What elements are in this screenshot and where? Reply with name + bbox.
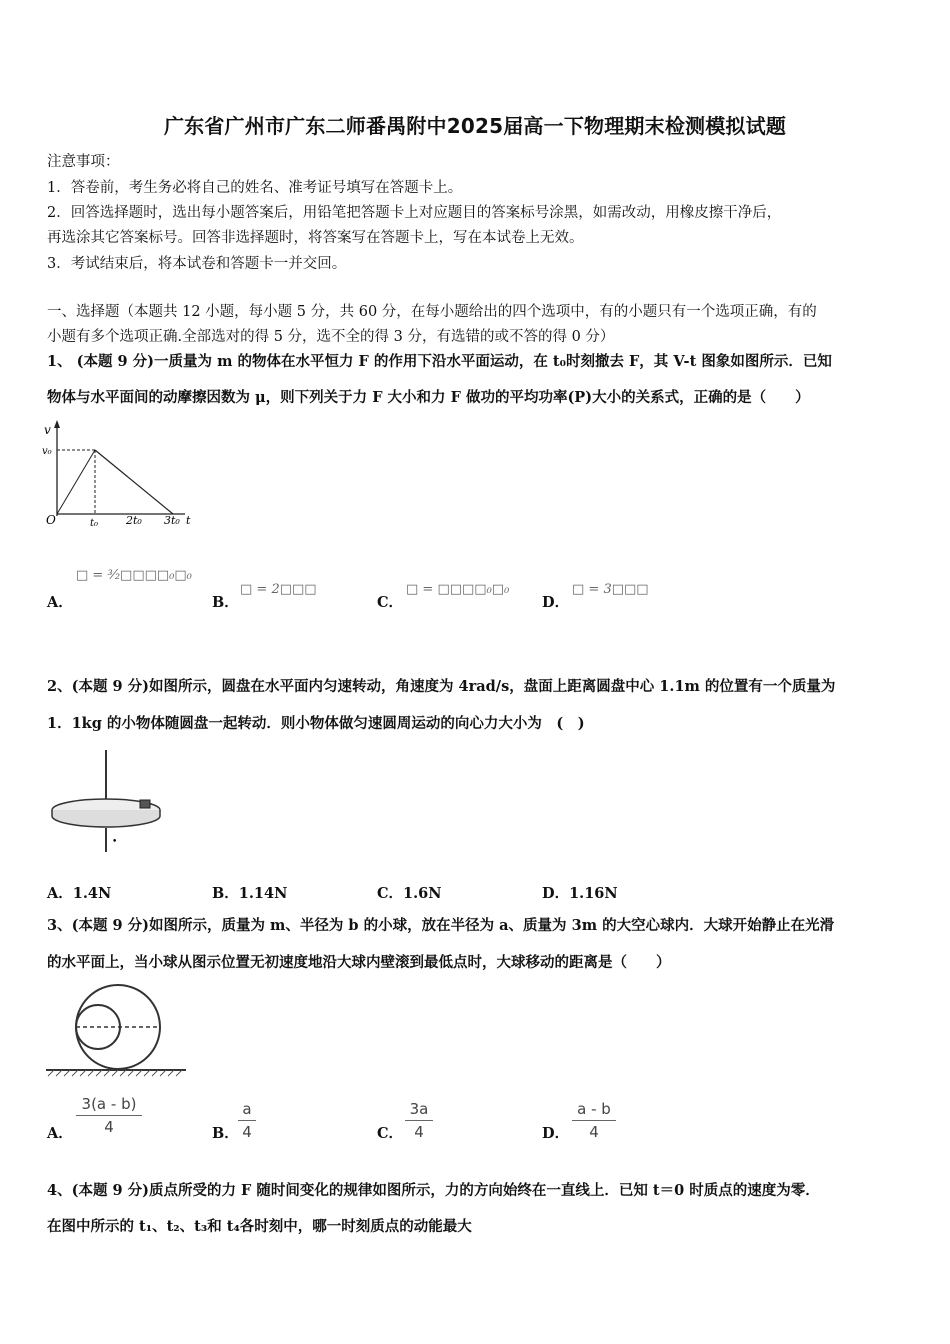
- q3-option-b-label[interactable]: B．: [212, 1125, 239, 1142]
- rotation-mark: •: [112, 837, 118, 847]
- origin-label: O: [46, 513, 56, 527]
- notice-item: 2．回答选择题时，选出每小题答案后，用铅笔把答题卡上对应题目的答案标号涂黑，如需改动，用橡皮擦干净后，: [47, 205, 782, 221]
- denominator: 4: [414, 1123, 424, 1141]
- q3-option-d-label[interactable]: D．: [542, 1125, 570, 1142]
- denominator: 4: [242, 1123, 252, 1141]
- section-heading-cont: 小题有多个选项正确.全部选对的得 5 分，选不全的得 3 分，有选错的或不答的得 0 分）: [47, 329, 615, 345]
- numerator: a - b: [577, 1100, 611, 1118]
- v0-label: v₀: [42, 446, 52, 457]
- notice-item: 3．考试结束后，将本试卷和答题卡一并交回。: [47, 256, 347, 272]
- numerator: 3a: [409, 1100, 429, 1118]
- q1-vt-graph: [40, 418, 200, 530]
- disk-rim: [52, 810, 160, 827]
- decel-segment: [95, 450, 173, 514]
- page-title: 广东省广州市广东二师番禺附中2025届高一下物理期末检测模拟试题: [163, 114, 787, 138]
- q2-option-a[interactable]: A．1.4N: [47, 885, 112, 902]
- q2-option-b[interactable]: B．1.14N: [212, 885, 288, 902]
- t2-label: 2t₀: [126, 514, 142, 527]
- v-axis-arrow: [54, 420, 60, 428]
- q4-stem: 4、(本题 9 分)质点所受的力 F 随时间变化的规律如图所示，力的方向始终在一直线上．已知 t＝0 时质点的速度为零．: [47, 1182, 820, 1199]
- t-label: t: [186, 514, 191, 527]
- section-heading: 一、选择题（本题共 12 小题，每小题 5 分，共 60 分，在每小题给出的四个选项中，有的小题只有一个选项正确，有的: [47, 304, 817, 320]
- q1-option-a-label[interactable]: A．: [47, 594, 73, 611]
- q3-option-a-label[interactable]: A．: [47, 1125, 73, 1142]
- q3-stem-cont: 的水平面上，当小球从图示位置无初速度地沿大球内壁滚到最低点时，大球移动的距离是（ ）: [47, 954, 671, 971]
- denominator: 4: [104, 1118, 114, 1136]
- q2-stem: 2、(本题 9 分)如图所示，圆盘在水平面内匀速转动，角速度为 4rad/s，盘面上距离圆盘中心 1.1m 的位置有一个质量为: [47, 678, 836, 695]
- q1-option-d-formula: □ = 3□□□: [572, 582, 649, 597]
- q1-option-a-formula: □ = ³⁄₂□□□□₀□₀: [76, 568, 192, 583]
- q1-option-d-label[interactable]: D．: [542, 594, 570, 611]
- q3-option-c-label[interactable]: C．: [377, 1125, 404, 1142]
- v-label: v: [44, 423, 51, 437]
- q1-option-c-label[interactable]: C．: [377, 594, 404, 611]
- q3-option-d-fraction: [572, 1100, 616, 1141]
- q3-option-c-fraction: [405, 1100, 433, 1141]
- numerator: a: [242, 1100, 252, 1118]
- small-object: [140, 800, 150, 808]
- q1-option-b-formula: □ = 2□□□: [240, 582, 317, 597]
- q3-sphere-figure: [46, 982, 188, 1080]
- accel-segment: [57, 450, 95, 514]
- q3-stem: 3、(本题 9 分)如图所示，质量为 m、半径为 b 的小球，放在半径为 a、质量为 3m 的大空心球内．大球开始静止在光滑: [47, 917, 835, 934]
- notice-heading: 注意事项：: [47, 154, 120, 170]
- q1-option-c-formula: □ = □□□□₀□₀: [406, 582, 510, 597]
- t0-label: t₀: [90, 518, 99, 529]
- q4-stem-cont: 在图中所示的 t₁、t₂、t₃和 t₄各时刻中，哪一时刻质点的动能最大: [47, 1218, 472, 1235]
- q2-option-c[interactable]: C．1.6N: [377, 885, 442, 902]
- numerator: 3(a - b): [81, 1095, 137, 1113]
- q2-stem-cont: 1．1kg 的小物体随圆盘一起转动．则小物体做匀速圆周运动的向心力大小为 ( ): [47, 715, 585, 732]
- q1-option-b-label[interactable]: B．: [212, 594, 239, 611]
- notice-item: 再选涂其它答案标号。回答非选择题时，将答案写在答题卡上，写在本试卷上无效。: [47, 230, 584, 246]
- q3-option-b-fraction: [238, 1100, 256, 1141]
- q3-option-a-fraction: [76, 1095, 142, 1136]
- t3-label: 3t₀: [164, 514, 180, 527]
- notice-item: 1．答卷前，考生务必将自己的姓名、准考证号填写在答题卡上。: [47, 180, 463, 196]
- q2-disk-figure: [46, 748, 166, 856]
- q1-stem: 1、 (本题 9 分)一质量为 m 的物体在水平恒力 F 的作用下沿水平面运动，在 t₀时刻撤去 F，其 V-t 图象如图所示．已知: [47, 353, 832, 370]
- q1-stem-cont: 物体与水平面间的动摩擦因数为 μ，则下列关于力 F 大小和力 F 做功的平均功率(P)大小的关系式，正确的是（ ）: [47, 389, 810, 406]
- q2-option-d[interactable]: D．1.16N: [542, 885, 618, 902]
- denominator: 4: [589, 1123, 599, 1141]
